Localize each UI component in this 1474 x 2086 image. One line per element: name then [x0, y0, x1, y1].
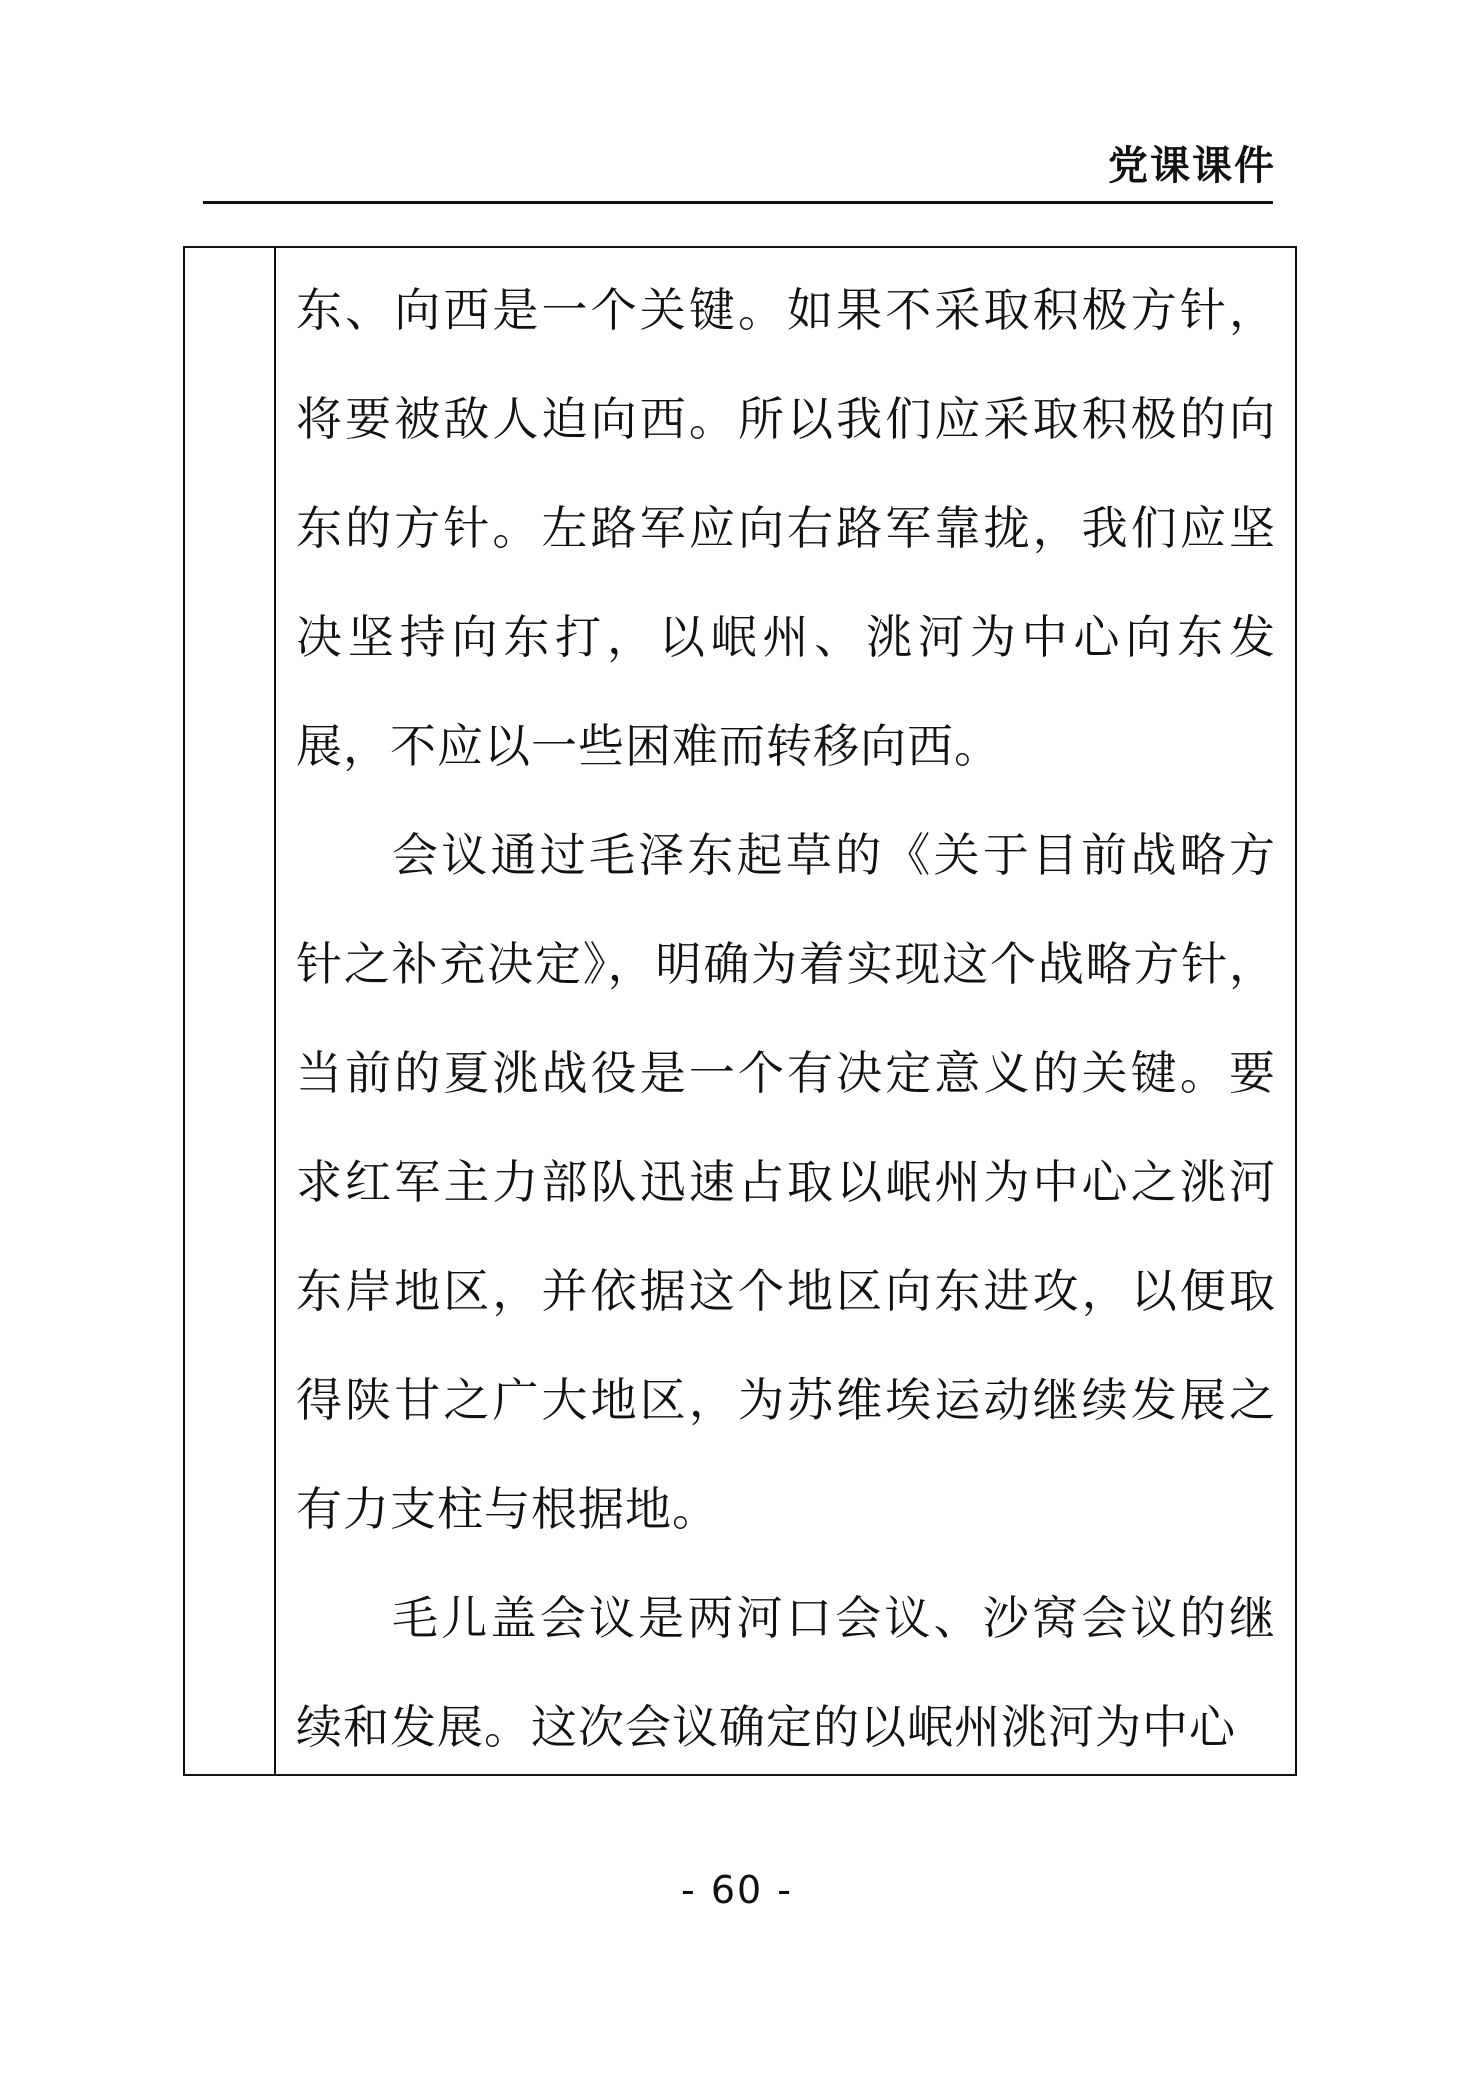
table-content-cell	[296, 248, 1276, 1774]
paragraph-1: 东、向西是一个关键。如果不采取积极方针，将要被敌人迫向西。所以我们应采取积极的向东的方针。左路军应向右路军靠拢，我们应坚决坚持向东打，以岷州、洮河为中心向东发展，不应以一些困难而转移向西。	[296, 283, 1276, 773]
header-divider	[203, 201, 1273, 204]
table-left-column	[185, 248, 276, 1774]
page-number: - 60 -	[681, 1868, 793, 1912]
paragraph-2: 会议通过毛泽东起草的《关于目前战略方针之补充决定》，明确为着实现这个战略方针，当前的夏洮战役是一个有决定意义的关键。要求红军主力部队迅速占取以岷州为中心之洮河东岸地区，并依据这个地区向东进攻，以便取得陕甘之广大地区，为苏维埃运动继续发展之有力支柱与根据地。	[296, 828, 1276, 1536]
paragraph-3: 毛儿盖会议是两河口会议、沙窝会议的继续和发展。这次会议确定的以岷州洮河为中心	[296, 1591, 1276, 1754]
header-title: 党课课件	[1108, 143, 1276, 189]
content-table	[183, 246, 1297, 1776]
